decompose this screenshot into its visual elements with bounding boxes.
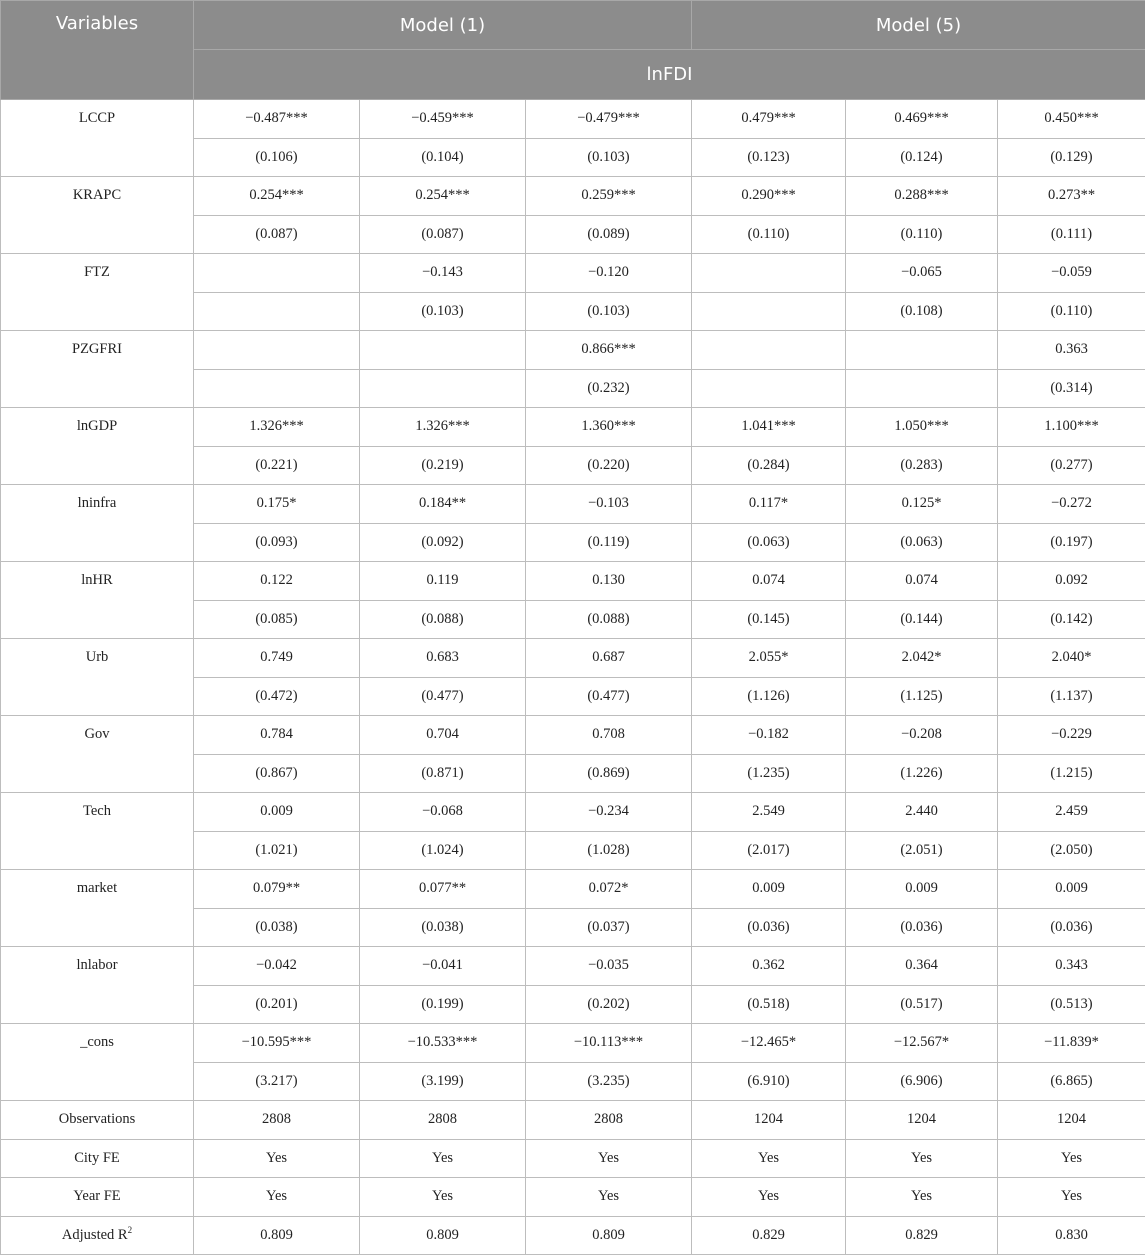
standard-error-cell <box>692 292 846 331</box>
coefficient-cell: −0.041 <box>360 947 526 986</box>
coefficient-cell: 0.479*** <box>692 100 846 139</box>
standard-error-cell: (3.217) <box>194 1062 360 1101</box>
coefficient-cell: 0.749 <box>194 639 360 678</box>
coefficient-cell: 1.050*** <box>846 408 998 447</box>
statistic-label: Year FE <box>1 1178 194 1217</box>
table-row <box>1 716 1145 755</box>
standard-error-cell: (6.910) <box>692 1062 846 1101</box>
standard-error-cell: (0.477) <box>360 677 526 716</box>
coefficient-cell: 2.055* <box>692 639 846 678</box>
standard-error-cell: (0.036) <box>846 908 998 947</box>
standard-error-cell: (1.215) <box>998 754 1145 793</box>
adjusted-r2-value: 0.829 <box>846 1216 998 1255</box>
standard-error-cell: (0.088) <box>360 600 526 639</box>
table-row <box>1 1178 1145 1217</box>
adjusted-r2-label <box>1 1216 194 1255</box>
statistic-value: Yes <box>692 1139 846 1178</box>
variable-name: lninfra <box>1 485 194 562</box>
standard-error-cell: (0.199) <box>360 985 526 1024</box>
statistic-label: Observations <box>1 1101 194 1140</box>
coefficient-cell: 0.119 <box>360 562 526 601</box>
table-row <box>1 1024 1145 1063</box>
variable-name: LCCP <box>1 100 194 177</box>
coefficient-cell: −0.042 <box>194 947 360 986</box>
variable-name: lnlabor <box>1 947 194 1024</box>
statistic-value: Yes <box>194 1178 360 1217</box>
standard-error-cell: (1.137) <box>998 677 1145 716</box>
standard-error-cell: (0.197) <box>998 523 1145 562</box>
statistic-value: Yes <box>526 1139 692 1178</box>
standard-error-cell: (3.199) <box>360 1062 526 1101</box>
table-row <box>1 793 1145 832</box>
standard-error-cell: (0.869) <box>526 754 692 793</box>
coefficient-cell <box>194 331 360 370</box>
standard-error-cell: (0.219) <box>360 446 526 485</box>
statistic-value: 2808 <box>194 1101 360 1140</box>
adjusted-r2-value: 0.830 <box>998 1216 1145 1255</box>
coefficient-cell: −12.465* <box>692 1024 846 1063</box>
variable-name: lnHR <box>1 562 194 639</box>
coefficient-cell: 2.549 <box>692 793 846 832</box>
adjusted-r2-value: 0.829 <box>692 1216 846 1255</box>
table-row <box>1 100 1145 139</box>
coefficient-cell: 0.687 <box>526 639 692 678</box>
standard-error-cell: (0.089) <box>526 215 692 254</box>
coefficient-cell: −12.567* <box>846 1024 998 1063</box>
standard-error-cell: (1.125) <box>846 677 998 716</box>
standard-error-cell: (0.513) <box>998 985 1145 1024</box>
variable-name: Gov <box>1 716 194 793</box>
standard-error-cell: (0.092) <box>360 523 526 562</box>
coefficient-cell: 0.254*** <box>194 177 360 216</box>
standard-error-cell: (0.063) <box>692 523 846 562</box>
standard-error-cell: (1.126) <box>692 677 846 716</box>
standard-error-cell: (0.284) <box>692 446 846 485</box>
table-body <box>1 100 1145 1255</box>
coefficient-cell: 0.074 <box>846 562 998 601</box>
table-row <box>1 254 1145 293</box>
standard-error-cell: (6.906) <box>846 1062 998 1101</box>
coefficient-cell: 2.440 <box>846 793 998 832</box>
standard-error-cell: (0.036) <box>998 908 1145 947</box>
table-row <box>1 1139 1145 1178</box>
table-row <box>1 1101 1145 1140</box>
statistic-value: 1204 <box>692 1101 846 1140</box>
variable-name: market <box>1 870 194 947</box>
coefficient-cell: 0.072* <box>526 870 692 909</box>
coefficient-cell: −10.113*** <box>526 1024 692 1063</box>
coefficient-cell <box>692 254 846 293</box>
coefficient-cell: −0.182 <box>692 716 846 755</box>
coefficient-cell: 0.009 <box>846 870 998 909</box>
standard-error-cell: (0.110) <box>692 215 846 254</box>
coefficient-cell: 0.363 <box>998 331 1145 370</box>
coefficient-cell: −0.065 <box>846 254 998 293</box>
coefficient-cell: 0.074 <box>692 562 846 601</box>
standard-error-cell: (0.108) <box>846 292 998 331</box>
coefficient-cell: 0.343 <box>998 947 1145 986</box>
statistic-value: Yes <box>526 1178 692 1217</box>
coefficient-cell: −0.487*** <box>194 100 360 139</box>
standard-error-cell <box>846 369 998 408</box>
coefficient-cell: 1.326*** <box>360 408 526 447</box>
variable-name: lnGDP <box>1 408 194 485</box>
statistic-value: 1204 <box>846 1101 998 1140</box>
statistic-value: Yes <box>998 1139 1145 1178</box>
standard-error-cell: (0.103) <box>360 292 526 331</box>
standard-error-cell: (0.871) <box>360 754 526 793</box>
table-row <box>1 1216 1145 1255</box>
standard-error-cell: (2.051) <box>846 831 998 870</box>
standard-error-cell: (0.144) <box>846 600 998 639</box>
coefficient-cell: 0.290*** <box>692 177 846 216</box>
statistic-value: Yes <box>692 1178 846 1217</box>
standard-error-cell: (1.226) <box>846 754 998 793</box>
standard-error-cell: (0.093) <box>194 523 360 562</box>
coefficient-cell: 0.784 <box>194 716 360 755</box>
table-row <box>1 331 1145 370</box>
adjusted-r2-value: 0.809 <box>194 1216 360 1255</box>
standard-error-cell <box>692 369 846 408</box>
standard-error-cell: (1.028) <box>526 831 692 870</box>
variable-name: PZGFRI <box>1 331 194 408</box>
standard-error-cell: (0.037) <box>526 908 692 947</box>
coefficient-cell: −10.533*** <box>360 1024 526 1063</box>
coefficient-cell: 1.041*** <box>692 408 846 447</box>
standard-error-cell: (0.087) <box>194 215 360 254</box>
standard-error-cell <box>194 369 360 408</box>
standard-error-cell <box>360 369 526 408</box>
table-row <box>1 485 1145 524</box>
variable-name: _cons <box>1 1024 194 1101</box>
statistic-value: 1204 <box>998 1101 1145 1140</box>
statistic-value: Yes <box>998 1178 1145 1217</box>
coefficient-cell: 0.009 <box>194 793 360 832</box>
variables-header: Variables <box>1 1 194 100</box>
adjusted-r2-label-text: Adjusted R <box>62 1227 128 1243</box>
coefficient-cell: 2.040* <box>998 639 1145 678</box>
coefficient-cell: 1.100*** <box>998 408 1145 447</box>
standard-error-cell: (0.129) <box>998 138 1145 177</box>
coefficient-cell: 0.130 <box>526 562 692 601</box>
coefficient-cell: 0.122 <box>194 562 360 601</box>
standard-error-cell: (0.472) <box>194 677 360 716</box>
standard-error-cell: (2.050) <box>998 831 1145 870</box>
statistic-value: Yes <box>846 1139 998 1178</box>
standard-error-cell: (0.110) <box>998 292 1145 331</box>
coefficient-cell: 0.708 <box>526 716 692 755</box>
coefficient-cell: 0.077** <box>360 870 526 909</box>
standard-error-cell: (0.314) <box>998 369 1145 408</box>
standard-error-cell: (0.124) <box>846 138 998 177</box>
coefficient-cell: 0.125* <box>846 485 998 524</box>
statistic-value: 2808 <box>526 1101 692 1140</box>
statistic-value: Yes <box>846 1178 998 1217</box>
coefficient-cell: 0.175* <box>194 485 360 524</box>
coefficient-cell: −0.229 <box>998 716 1145 755</box>
dependent-variable-header: lnFDI <box>194 50 1145 100</box>
standard-error-cell: (0.104) <box>360 138 526 177</box>
coefficient-cell: 0.866*** <box>526 331 692 370</box>
coefficient-cell: 0.683 <box>360 639 526 678</box>
standard-error-cell <box>194 292 360 331</box>
coefficient-cell: −0.208 <box>846 716 998 755</box>
coefficient-cell: 0.273** <box>998 177 1145 216</box>
coefficient-cell: 0.117* <box>692 485 846 524</box>
standard-error-cell: (0.867) <box>194 754 360 793</box>
coefficient-cell: 0.362 <box>692 947 846 986</box>
statistic-label: City FE <box>1 1139 194 1178</box>
standard-error-cell: (0.221) <box>194 446 360 485</box>
adjusted-r2-value: 0.809 <box>360 1216 526 1255</box>
standard-error-cell: (0.103) <box>526 292 692 331</box>
standard-error-cell: (0.518) <box>692 985 846 1024</box>
coefficient-cell: 0.704 <box>360 716 526 755</box>
coefficient-cell <box>846 331 998 370</box>
standard-error-cell: (3.235) <box>526 1062 692 1101</box>
coefficient-cell: 1.360*** <box>526 408 692 447</box>
standard-error-cell: (0.088) <box>526 600 692 639</box>
standard-error-cell: (0.277) <box>998 446 1145 485</box>
standard-error-cell: (0.232) <box>526 369 692 408</box>
coefficient-cell: −0.035 <box>526 947 692 986</box>
standard-error-cell: (6.865) <box>998 1062 1145 1101</box>
coefficient-cell <box>692 331 846 370</box>
standard-error-cell: (0.119) <box>526 523 692 562</box>
model-1-header: Model (1) <box>194 1 692 50</box>
coefficient-cell: −0.272 <box>998 485 1145 524</box>
standard-error-cell: (0.106) <box>194 138 360 177</box>
coefficient-cell: −0.103 <box>526 485 692 524</box>
coefficient-cell: −0.459*** <box>360 100 526 139</box>
standard-error-cell: (0.103) <box>526 138 692 177</box>
table-header <box>1 1 1145 100</box>
coefficient-cell: −0.120 <box>526 254 692 293</box>
standard-error-cell: (0.201) <box>194 985 360 1024</box>
standard-error-cell: (1.024) <box>360 831 526 870</box>
coefficient-cell: 0.184** <box>360 485 526 524</box>
standard-error-cell: (1.021) <box>194 831 360 870</box>
coefficient-cell: 2.459 <box>998 793 1145 832</box>
coefficient-cell: 0.079** <box>194 870 360 909</box>
coefficient-cell: 0.092 <box>998 562 1145 601</box>
table-row <box>1 870 1145 909</box>
coefficient-cell: −0.059 <box>998 254 1145 293</box>
model-5-header: Model (5) <box>692 1 1145 50</box>
standard-error-cell: (0.038) <box>194 908 360 947</box>
standard-error-cell: (0.063) <box>846 523 998 562</box>
standard-error-cell: (1.235) <box>692 754 846 793</box>
coefficient-cell: 0.009 <box>692 870 846 909</box>
adjusted-r2-superscript: 2 <box>128 1225 133 1235</box>
coefficient-cell <box>194 254 360 293</box>
standard-error-cell: (0.036) <box>692 908 846 947</box>
variable-name: KRAPC <box>1 177 194 254</box>
coefficient-cell: 0.254*** <box>360 177 526 216</box>
coefficient-cell: 0.009 <box>998 870 1145 909</box>
variable-name: Tech <box>1 793 194 870</box>
coefficient-cell: −0.234 <box>526 793 692 832</box>
coefficient-cell: −10.595*** <box>194 1024 360 1063</box>
coefficient-cell: 0.364 <box>846 947 998 986</box>
table-row <box>1 408 1145 447</box>
variable-name: FTZ <box>1 254 194 331</box>
statistic-value: Yes <box>360 1178 526 1217</box>
table-row <box>1 639 1145 678</box>
standard-error-cell: (0.110) <box>846 215 998 254</box>
standard-error-cell: (0.517) <box>846 985 998 1024</box>
standard-error-cell: (0.145) <box>692 600 846 639</box>
adjusted-r2-value: 0.809 <box>526 1216 692 1255</box>
coefficient-cell: 2.042* <box>846 639 998 678</box>
coefficient-cell: 0.469*** <box>846 100 998 139</box>
coefficient-cell: 1.326*** <box>194 408 360 447</box>
table-row <box>1 177 1145 216</box>
standard-error-cell: (0.087) <box>360 215 526 254</box>
table-row <box>1 947 1145 986</box>
statistic-value: Yes <box>360 1139 526 1178</box>
coefficient-cell: −11.839* <box>998 1024 1145 1063</box>
standard-error-cell: (0.111) <box>998 215 1145 254</box>
coefficient-cell: 0.259*** <box>526 177 692 216</box>
standard-error-cell: (0.477) <box>526 677 692 716</box>
coefficient-cell: −0.143 <box>360 254 526 293</box>
coefficient-cell: −0.479*** <box>526 100 692 139</box>
statistic-value: Yes <box>194 1139 360 1178</box>
standard-error-cell: (0.220) <box>526 446 692 485</box>
standard-error-cell: (0.085) <box>194 600 360 639</box>
statistic-value: 2808 <box>360 1101 526 1140</box>
standard-error-cell: (0.283) <box>846 446 998 485</box>
standard-error-cell: (0.123) <box>692 138 846 177</box>
table-row <box>1 562 1145 601</box>
coefficient-cell: 0.450*** <box>998 100 1145 139</box>
variable-name: Urb <box>1 639 194 716</box>
standard-error-cell: (0.142) <box>998 600 1145 639</box>
coefficient-cell: 0.288*** <box>846 177 998 216</box>
standard-error-cell: (0.202) <box>526 985 692 1024</box>
standard-error-cell: (0.038) <box>360 908 526 947</box>
standard-error-cell: (2.017) <box>692 831 846 870</box>
coefficient-cell: −0.068 <box>360 793 526 832</box>
coefficient-cell <box>360 331 526 370</box>
